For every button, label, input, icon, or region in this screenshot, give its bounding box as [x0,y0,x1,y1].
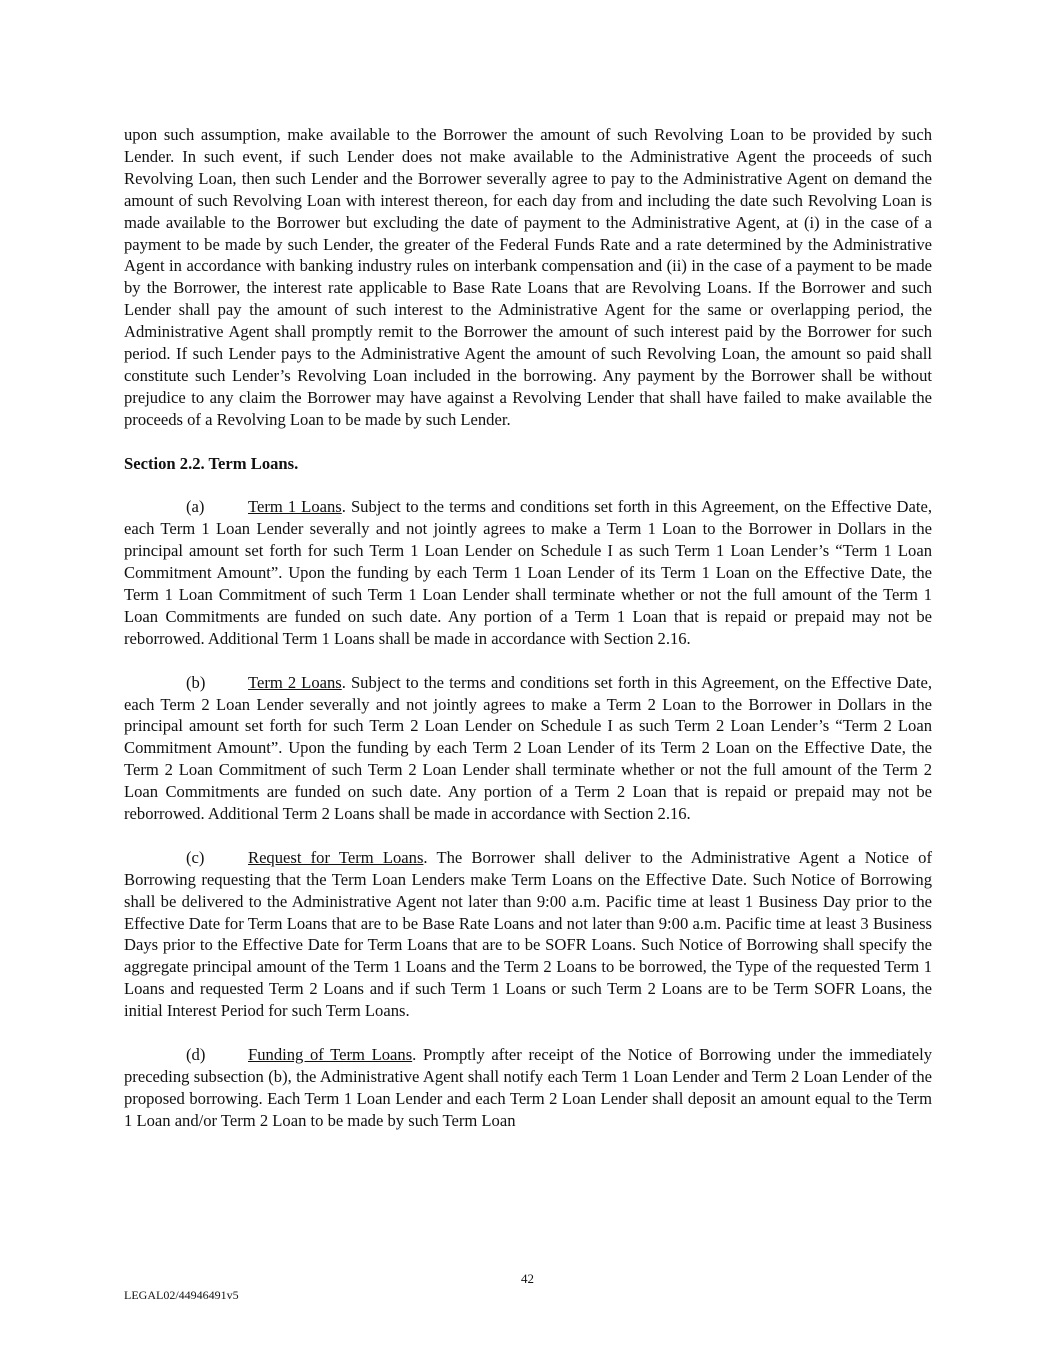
subsection-caption: Funding of Term Loans [248,1044,413,1064]
subsection-caption: Term 1 Loans [248,497,342,517]
subsection-body: . Subject to the terms and conditions set forth in this Agreement, on the Effective Date, each Term 2 Loan Lender severally and not jointly agrees to make a Term 2 Loan to the Borrower in Dollars in the principal amount set forth for such Term 2 Loan Lender on Schedule I as such Term 2 Loan Lender’s “Term 2 Loan Commitment Amount”. Upon the funding by each Term 2 Loan Lender of its Term 2 Loan on the Effective Date, the Term 2 Loan Commitment of such Term 2 Loan Lender shall terminate whether or not the full amount of the Term 2 Loan Commitments are funded on such date. Any portion of a Term 2 Loan that is repaid or prepaid may not be reborrowed. Additional Term 2 Loans shall be made in accordance with Section 2.16. [124,672,933,824]
subsection-c [124,847,932,1022]
subsection-caption: Term 2 Loans [248,672,342,692]
subsection-b [124,672,932,825]
subsection-marker: (a) [186,497,205,517]
continuation-paragraph: upon such assumption, make available to the Borrower the amount of such Revolving Loan to be provided by such Lender. In such event, if such Lender does not make available to the Administrative Agent the proceeds of such Revolving Loan, then such Lender and the Borrower severally agree to pay to the Administrative Agent on demand the amount of such Revolving Loan with interest thereon, for each day from and including the date such Revolving Loan is made available to the Borrower but excluding the date of payment to the Administrative Agent, at (i) in the case of a payment to be made by such Lender, the greater of the Federal Funds Rate and a rate determined by the Administrative Agent in accordance with banking industry rules on interbank compensation and (ii) in the case of a payment to be made by the Borrower, the interest rate applicable to Base Rate Loans that are Revolving Loans. If the Borrower and such Lender shall pay the amount of such interest to the Administrative Agent for the same or overlapping period, the Administrative Agent shall promptly remit to the Borrower the amount of such interest paid by the Borrower for such period. If such Lender pays to the Administrative Agent the amount of such Revolving Loan, the amount so paid shall constitute such Lender’s Revolving Loan included in the borrowing. Any payment by the Borrower shall be without prejudice to any claim the Borrower may have against a Revolving Lender that shall have failed to make available the proceeds of a Revolving Loan to be made by such Lender. [124,125,932,429]
subsection-marker: (d) [186,1044,206,1064]
section-heading: Section 2.2. Term Loans. [124,453,299,473]
subsection-marker: (b) [186,672,206,692]
subsection-d [124,1044,932,1132]
subsection-a [124,496,932,649]
subsection-body: . Subject to the terms and conditions set forth in this Agreement, on the Effective Date, each Term 1 Loan Lender severally and not jointly agrees to make a Term 1 Loan to the Borrower in Dollars in the principal amount set forth for such Term 1 Loan Lender on Schedule I as such Term 1 Loan Lender’s “Term 1 Loan Commitment Amount”. Upon the funding by each Term 1 Loan Lender of its Term 1 Loan on the Effective Date, the Term 1 Loan Commitment of such Term 1 Loan Lender shall terminate whether or not the full amount of the Term 1 Loan Commitments are funded on such date. Any portion of a Term 1 Loan that is repaid or prepaid may not be reborrowed. Additional Term 1 Loans shall be made in accordance with Section 2.16. [124,497,933,648]
document-page [124,124,932,1154]
subsection-marker: (c) [186,847,205,867]
document-id: LEGAL02/44946491v5 [124,1288,239,1302]
subsection-caption: Request for Term Loans [248,847,424,867]
page-number: 42 [521,1271,534,1286]
subsection-body: . Promptly after receipt of the Notice of Borrowing under the immediately preceding subsection (b), the Administrative Agent shall notify each Term 1 Loan Lender and Term 2 Loan Lender of the proposed borrowing. Each Term 1 Loan Lender and each Term 2 Loan Lender shall deposit an amount equal to the Term 1 Loan and/or Term 2 Loan to be made by such Term Loan [124,1044,932,1130]
subsection-body: . The Borrower shall deliver to the Administrative Agent a Notice of Borrowing requesting that the Term Loan Lenders make Term Loans on the Effective Date. Such Notice of Borrowing shall be delivered to the Administrative Agent not later than 9:00 a.m. Pacific time at least 1 Business Day prior to the Effective Date for Term Loans that are to be Base Rate Loans and not later than 9:00 a.m. Pacific time at least 3 Business Days prior to the Effective Date for Term Loans that are to be SOFR Loans. Such Notice of Borrowing shall specify the aggregate principal amount of the Term 1 Loans and the Term 2 Loans to be borrowed, the Type of the requested Term 1 Loans and requested Term 2 Loans and if such Term 1 Loans or such Term 2 Loans are to be Term SOFR Loans, the initial Interest Period for such Term Loans. [124,847,932,1021]
